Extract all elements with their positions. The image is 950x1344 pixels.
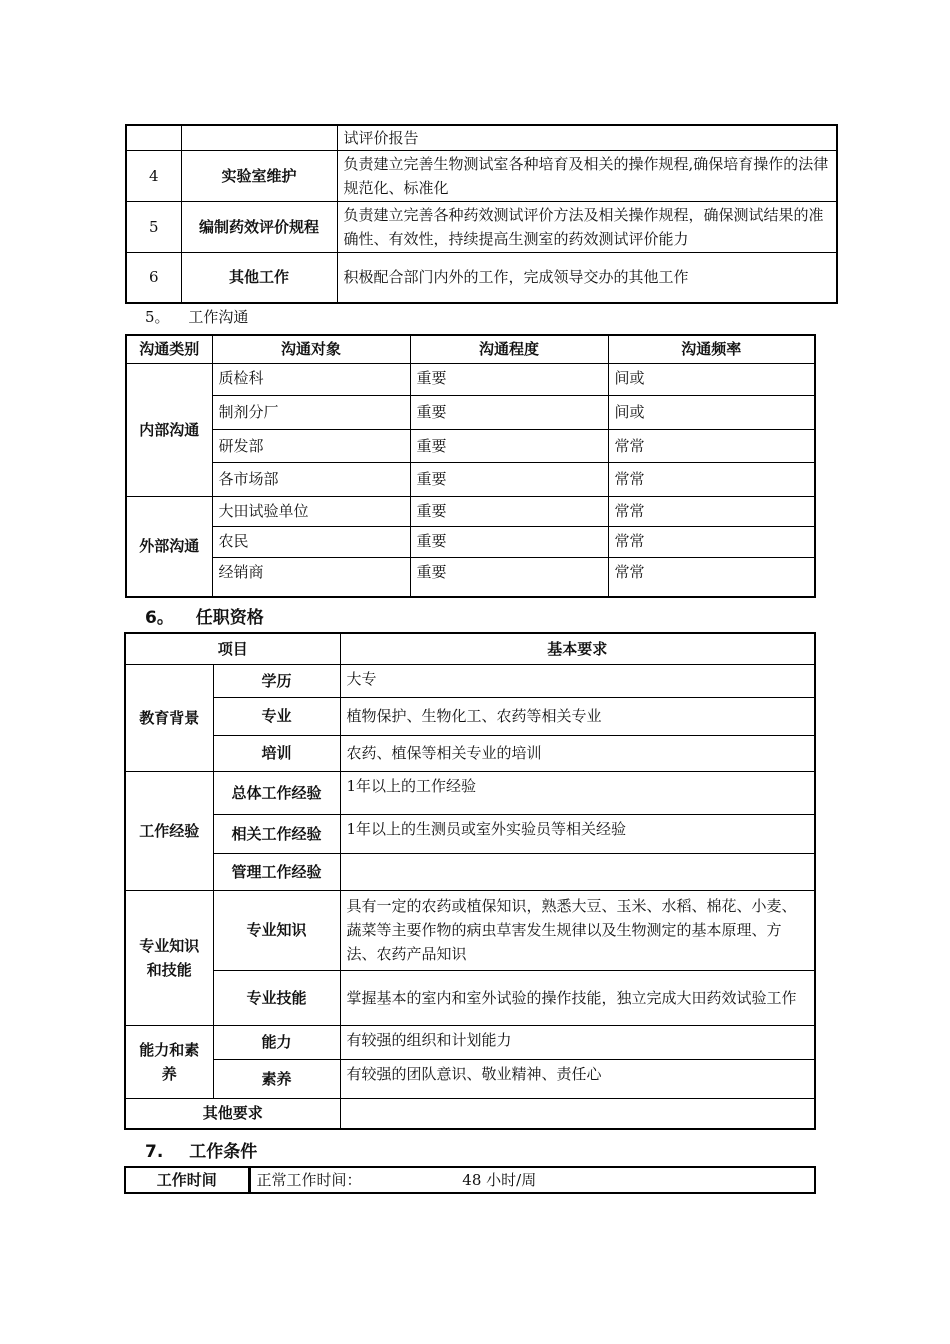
level-cell: 重要 bbox=[410, 363, 608, 395]
frequency-cell: 常常 bbox=[608, 429, 815, 462]
requirement-cell: 掌握基本的室内和室外试验的操作技能，独立完成大田药效试验工作 bbox=[340, 970, 815, 1025]
level-cell: 重要 bbox=[410, 496, 608, 526]
table-row bbox=[126, 462, 815, 496]
category-cell: 专业知识和技能 bbox=[125, 890, 213, 1025]
table-row bbox=[126, 202, 837, 253]
table-row bbox=[125, 771, 815, 814]
item-cell: 专业知识 bbox=[213, 890, 340, 970]
frequency-cell: 常常 bbox=[608, 557, 815, 597]
table-row bbox=[126, 395, 815, 429]
condition-hours: 48 小时/周 bbox=[462, 1171, 537, 1189]
table-row bbox=[126, 526, 815, 557]
item-cell: 专业 bbox=[213, 697, 340, 735]
condition-label: 工作时间 bbox=[125, 1167, 249, 1193]
target-cell: 制剂分厂 bbox=[212, 395, 410, 429]
duty-name: 编制药效评价规程 bbox=[181, 202, 337, 253]
duty-name: 其他工作 bbox=[181, 253, 337, 303]
category-cell: 内部沟通 bbox=[126, 363, 212, 496]
frequency-cell: 间或 bbox=[608, 363, 815, 395]
section-title: 工作条件 bbox=[189, 1142, 258, 1162]
row-number bbox=[126, 125, 181, 151]
condition-text: 正常工作时间： bbox=[256, 1171, 362, 1189]
category-cell: 能力和素养 bbox=[125, 1025, 213, 1098]
table-row bbox=[125, 1025, 815, 1059]
category-cell: 工作经验 bbox=[125, 771, 213, 890]
section-6-heading bbox=[145, 603, 264, 628]
duties-table bbox=[125, 124, 838, 304]
item-cell: 总体工作经验 bbox=[213, 771, 340, 814]
item-cell: 素养 bbox=[213, 1059, 340, 1098]
table-row bbox=[125, 1167, 815, 1193]
table-header-row bbox=[125, 633, 815, 664]
row-number: 5 bbox=[126, 202, 181, 253]
requirement-cell bbox=[340, 1098, 815, 1129]
table-row bbox=[126, 496, 815, 526]
level-cell: 重要 bbox=[410, 429, 608, 462]
table-row bbox=[125, 853, 815, 890]
table-row bbox=[125, 1098, 815, 1129]
table-row bbox=[125, 735, 815, 771]
duty-description: 积极配合部门内外的工作，完成领导交办的其他工作 bbox=[337, 253, 837, 303]
item-cell: 培训 bbox=[213, 735, 340, 771]
row-number: 6 bbox=[126, 253, 181, 303]
item-cell: 相关工作经验 bbox=[213, 814, 340, 853]
requirement-cell: 1年以上的工作经验 bbox=[340, 771, 815, 814]
requirement-cell: 植物保护、生物化工、农药等相关专业 bbox=[340, 697, 815, 735]
requirement-cell: 有较强的组织和计划能力 bbox=[340, 1025, 815, 1059]
condition-value bbox=[249, 1167, 815, 1193]
section-title: 任职资格 bbox=[195, 608, 264, 628]
target-cell: 质检科 bbox=[212, 363, 410, 395]
item-cell: 管理工作经验 bbox=[213, 853, 340, 890]
section-number: 6。 bbox=[145, 608, 174, 628]
column-header: 沟通频率 bbox=[608, 335, 815, 363]
requirement-cell: 具有一定的农药或植保知识，熟悉大豆、玉米、水稻、棉花、小麦、蔬菜等主要作物的病虫草害发生规律以及生物测定的基本原理、方法、农药产品知识 bbox=[340, 890, 815, 970]
communication-table bbox=[125, 334, 816, 598]
table-row bbox=[125, 1059, 815, 1098]
duty-name: 实验室维护 bbox=[181, 151, 337, 202]
table-row bbox=[126, 363, 815, 395]
table-row bbox=[125, 890, 815, 970]
duty-name bbox=[181, 125, 337, 151]
duty-description: 试评价报告 bbox=[337, 125, 837, 151]
table-row bbox=[126, 151, 837, 202]
table-row bbox=[125, 697, 815, 735]
category-cell: 教育背景 bbox=[125, 664, 213, 771]
requirement-cell: 1年以上的生测员或室外实验员等相关经验 bbox=[340, 814, 815, 853]
table-row bbox=[126, 557, 815, 597]
section-5-heading bbox=[145, 306, 248, 327]
frequency-cell: 常常 bbox=[608, 496, 815, 526]
section-number: 7. bbox=[145, 1142, 164, 1162]
target-cell: 农民 bbox=[212, 526, 410, 557]
column-header: 沟通对象 bbox=[212, 335, 410, 363]
requirement-cell: 大专 bbox=[340, 664, 815, 697]
qualifications-table bbox=[124, 632, 816, 1130]
item-cell: 专业技能 bbox=[213, 970, 340, 1025]
item-cell: 学历 bbox=[213, 664, 340, 697]
table-row bbox=[126, 125, 837, 151]
level-cell: 重要 bbox=[410, 462, 608, 496]
section-title: 工作沟通 bbox=[188, 308, 249, 326]
table-header-row bbox=[126, 335, 815, 363]
frequency-cell: 常常 bbox=[608, 462, 815, 496]
frequency-cell: 间或 bbox=[608, 395, 815, 429]
column-header: 沟通程度 bbox=[410, 335, 608, 363]
item-cell: 能力 bbox=[213, 1025, 340, 1059]
requirement-cell bbox=[340, 853, 815, 890]
level-cell: 重要 bbox=[410, 395, 608, 429]
target-cell: 大田试验单位 bbox=[212, 496, 410, 526]
section-7-heading bbox=[145, 1137, 257, 1162]
table-row bbox=[126, 429, 815, 462]
column-header: 项目 bbox=[125, 633, 340, 664]
table-row bbox=[125, 814, 815, 853]
conditions-table bbox=[124, 1166, 816, 1194]
section-number: 5。 bbox=[145, 308, 170, 326]
requirement-cell: 农药、植保等相关专业的培训 bbox=[340, 735, 815, 771]
duty-description: 负责建立完善生物测试室各种培育及相关的操作规程,确保培育操作的法律规范化、标准化 bbox=[337, 151, 837, 202]
level-cell: 重要 bbox=[410, 557, 608, 597]
row-number: 4 bbox=[126, 151, 181, 202]
item-cell: 其他要求 bbox=[125, 1098, 340, 1129]
level-cell: 重要 bbox=[410, 526, 608, 557]
target-cell: 研发部 bbox=[212, 429, 410, 462]
target-cell: 经销商 bbox=[212, 557, 410, 597]
target-cell: 各市场部 bbox=[212, 462, 410, 496]
category-cell: 外部沟通 bbox=[126, 496, 212, 597]
requirement-cell: 有较强的团队意识、敬业精神、责任心 bbox=[340, 1059, 815, 1098]
table-row bbox=[126, 253, 837, 303]
table-row bbox=[125, 664, 815, 697]
column-header: 沟通类别 bbox=[126, 335, 212, 363]
table-row bbox=[125, 970, 815, 1025]
duty-description: 负责建立完善各种药效测试评价方法及相关操作规程，确保测试结果的准确性、有效性，持续提高生测室的药效测试评价能力 bbox=[337, 202, 837, 253]
column-header: 基本要求 bbox=[340, 633, 815, 664]
frequency-cell: 常常 bbox=[608, 526, 815, 557]
